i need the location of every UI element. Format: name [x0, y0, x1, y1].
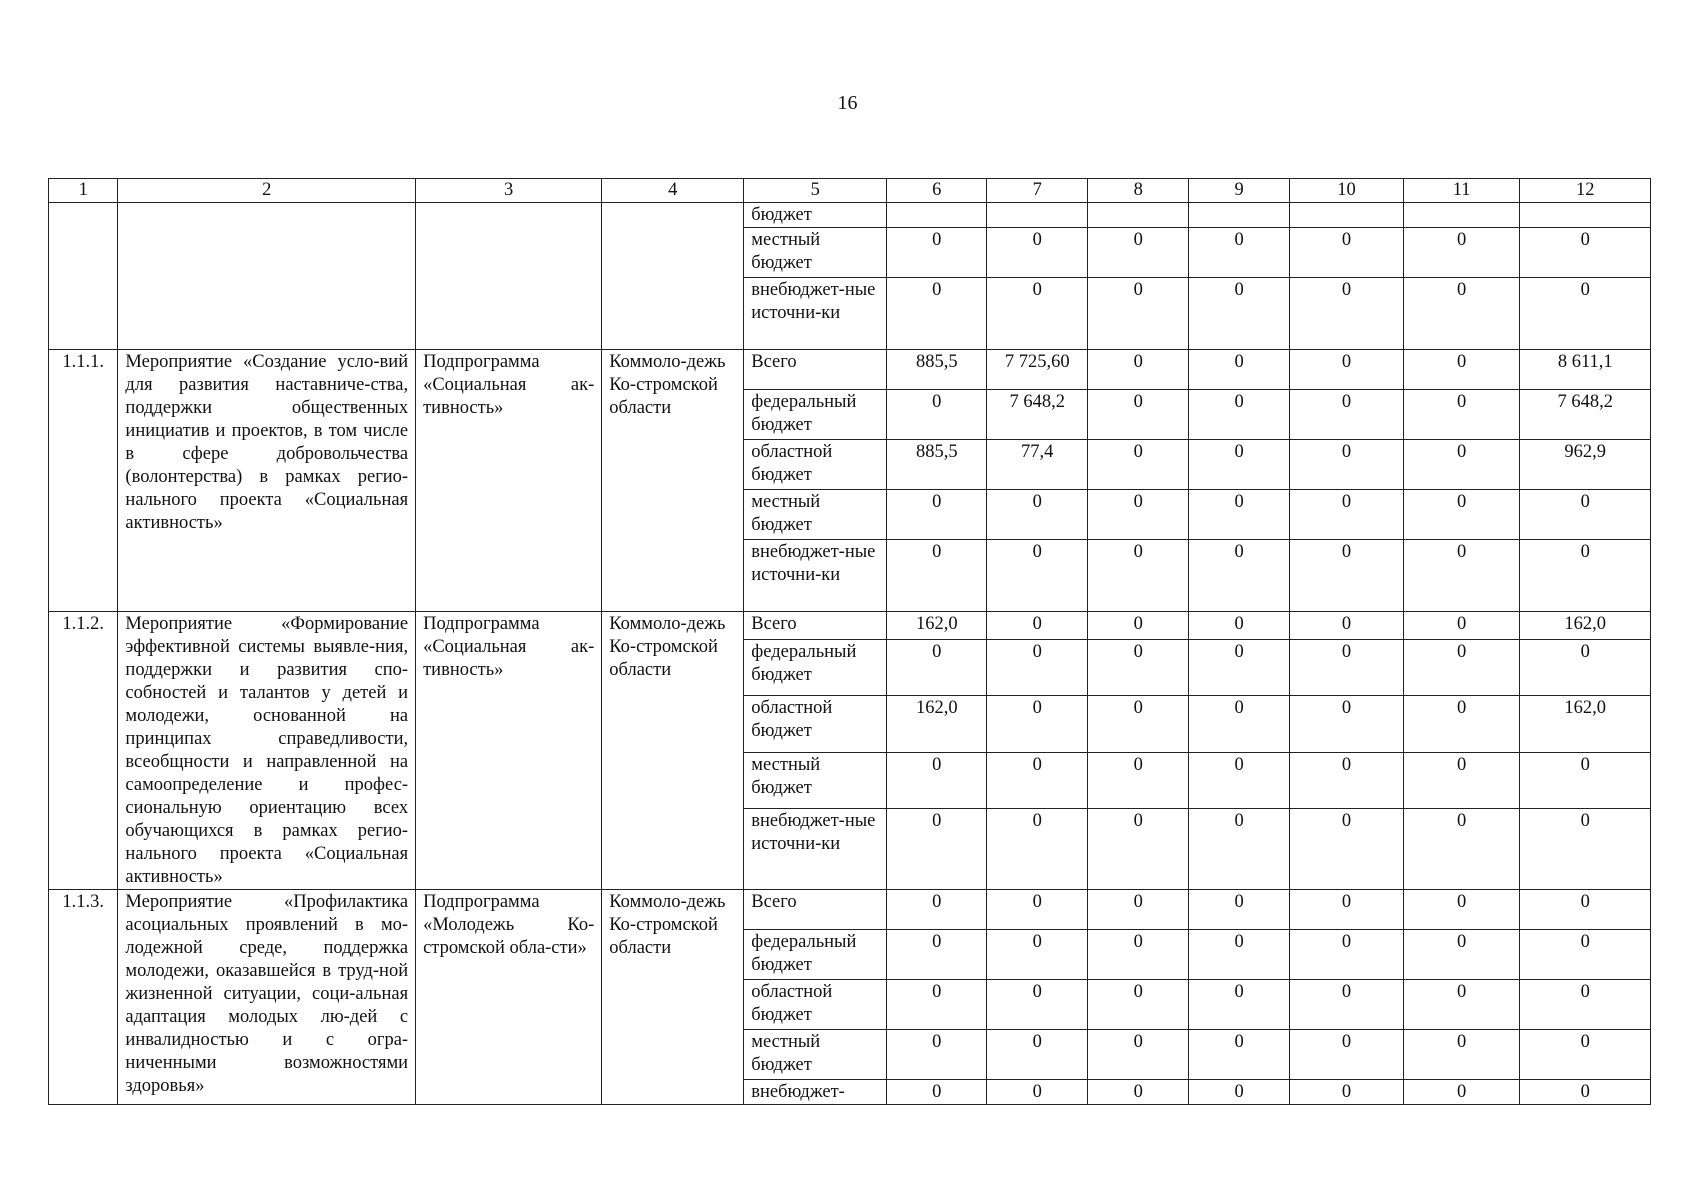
value-cell: 0	[987, 752, 1088, 808]
value-cell: 0	[1290, 440, 1404, 490]
value-cell: 0	[987, 1080, 1088, 1105]
value-cell: 0	[1088, 752, 1189, 808]
funding-table	[48, 178, 1651, 1105]
column-number: 12	[1520, 179, 1651, 203]
value-cell: 0	[1520, 980, 1651, 1030]
activity-executor: Коммоло-дежь Ко-стромской области	[602, 350, 744, 612]
value-cell: 0	[1189, 1080, 1290, 1105]
value-cell: 0	[987, 808, 1088, 889]
value-cell: 0	[1189, 696, 1290, 752]
value-cell: 0	[1290, 752, 1404, 808]
value-cell: 0	[1088, 540, 1189, 612]
value-cell: 0	[1403, 440, 1520, 490]
source-cell: внебюджет-	[744, 1080, 887, 1105]
table-row	[49, 350, 1651, 390]
value-cell: 0	[1290, 890, 1404, 930]
value-cell: 7 725,60	[987, 350, 1088, 390]
value-cell: 0	[1290, 980, 1404, 1030]
column-number: 6	[887, 179, 987, 203]
value-cell: 0	[887, 640, 987, 696]
source-cell: федеральный бюджет	[744, 390, 887, 440]
value-cell: 0	[1189, 390, 1290, 440]
program-cell	[416, 203, 602, 350]
value-cell: 77,4	[987, 440, 1088, 490]
value-cell	[1520, 203, 1651, 228]
source-cell: областной бюджет	[744, 696, 887, 752]
value-cell: 0	[887, 390, 987, 440]
value-cell: 0	[1088, 278, 1189, 350]
column-number: 1	[49, 179, 118, 203]
value-cell: 0	[1403, 640, 1520, 696]
value-cell	[1088, 203, 1189, 228]
column-number: 11	[1403, 179, 1520, 203]
column-number: 9	[1189, 179, 1290, 203]
value-cell: 0	[987, 612, 1088, 640]
value-cell: 0	[1403, 228, 1520, 278]
value-cell: 0	[1189, 980, 1290, 1030]
value-cell	[1189, 203, 1290, 228]
value-cell: 0	[887, 752, 987, 808]
value-cell: 0	[1189, 278, 1290, 350]
activity-executor: Коммоло-дежь Ко-стромской области	[602, 890, 744, 1105]
value-cell: 0	[1088, 612, 1189, 640]
value-cell: 0	[1290, 930, 1404, 980]
value-cell: 0	[1290, 696, 1404, 752]
value-cell: 0	[1520, 278, 1651, 350]
activity-program: Подпрограмма «Молодежь Ко-стромской обла-сти»	[416, 890, 602, 1105]
value-cell: 0	[1520, 490, 1651, 540]
value-cell: 0	[887, 278, 987, 350]
value-cell: 0	[1290, 390, 1404, 440]
activity-code: 1.1.3.	[49, 890, 118, 1105]
value-cell: 0	[1189, 540, 1290, 612]
value-cell: 0	[1290, 278, 1404, 350]
value-cell: 0	[1403, 1080, 1520, 1105]
activity-program: Подпрограмма «Социальная ак-тивность»	[416, 612, 602, 890]
value-cell: 0	[1403, 1030, 1520, 1080]
value-cell	[1403, 203, 1520, 228]
value-cell: 0	[887, 1030, 987, 1080]
value-cell: 0	[1189, 752, 1290, 808]
value-cell: 0	[1290, 640, 1404, 696]
value-cell: 0	[1520, 228, 1651, 278]
value-cell: 0	[987, 696, 1088, 752]
value-cell: 0	[1520, 1030, 1651, 1080]
value-cell: 0	[1189, 890, 1290, 930]
value-cell: 0	[887, 808, 987, 889]
value-cell: 0	[1290, 1030, 1404, 1080]
value-cell: 0	[1290, 1080, 1404, 1105]
activity-program: Подпрограмма «Социальная ак-тивность»	[416, 350, 602, 612]
source-cell: областной бюджет	[744, 440, 887, 490]
source-cell: внебюджет-ные источни-ки	[744, 278, 887, 350]
column-number: 4	[602, 179, 744, 203]
value-cell: 0	[1403, 930, 1520, 980]
value-cell: 0	[1189, 612, 1290, 640]
source-cell: внебюджет-ные источни-ки	[744, 808, 887, 889]
value-cell: 0	[1088, 440, 1189, 490]
source-cell: Всего	[744, 612, 887, 640]
value-cell: 0	[1403, 808, 1520, 889]
value-cell: 0	[1088, 696, 1189, 752]
value-cell: 0	[987, 1030, 1088, 1080]
value-cell: 0	[1520, 752, 1651, 808]
value-cell: 0	[1189, 1030, 1290, 1080]
table-row	[49, 612, 1651, 640]
value-cell: 0	[1520, 808, 1651, 889]
executor-cell	[602, 203, 744, 350]
value-cell	[1290, 203, 1404, 228]
name-cell	[118, 203, 416, 350]
value-cell: 162,0	[1520, 696, 1651, 752]
value-cell: 0	[887, 890, 987, 930]
value-cell: 0	[1403, 350, 1520, 390]
column-number: 10	[1290, 179, 1404, 203]
value-cell: 0	[1290, 350, 1404, 390]
activity-code: 1.1.1.	[49, 350, 118, 612]
value-cell: 7 648,2	[987, 390, 1088, 440]
value-cell: 0	[987, 890, 1088, 930]
source-cell: бюджет	[744, 203, 887, 228]
value-cell: 0	[1189, 640, 1290, 696]
page-number: 16	[837, 92, 858, 114]
source-cell: федеральный бюджет	[744, 640, 887, 696]
value-cell: 0	[1403, 752, 1520, 808]
value-cell: 0	[1290, 490, 1404, 540]
value-cell: 0	[1088, 228, 1189, 278]
value-cell: 0	[987, 278, 1088, 350]
value-cell: 0	[1520, 640, 1651, 696]
value-cell: 0	[1088, 1080, 1189, 1105]
source-cell: Всего	[744, 350, 887, 390]
value-cell: 962,9	[1520, 440, 1651, 490]
source-cell: местный бюджет	[744, 752, 887, 808]
value-cell: 0	[1520, 930, 1651, 980]
activity-name: Мероприятие «Профилактика асоциальных проявлений в мо-лодежной среде, поддержка молодежи, оказавшейся в труд-ной жизненной ситуации, соци-альная адаптация молодых лю-дей с инвалидностью и с огра-ниченными возможностями здоровья»	[118, 890, 416, 1105]
column-number: 3	[416, 179, 602, 203]
value-cell: 885,5	[887, 350, 987, 390]
value-cell: 0	[1088, 1030, 1189, 1080]
table-row	[49, 890, 1651, 930]
value-cell: 0	[1290, 612, 1404, 640]
value-cell: 0	[1520, 1080, 1651, 1105]
value-cell: 0	[1088, 930, 1189, 980]
value-cell: 0	[887, 540, 987, 612]
value-cell: 0	[1403, 278, 1520, 350]
table-row	[49, 203, 1651, 228]
value-cell: 162,0	[887, 696, 987, 752]
value-cell: 0	[987, 930, 1088, 980]
value-cell: 0	[1403, 696, 1520, 752]
value-cell: 0	[1189, 440, 1290, 490]
value-cell: 0	[987, 540, 1088, 612]
value-cell: 0	[1088, 808, 1189, 889]
value-cell: 0	[1290, 228, 1404, 278]
activity-name: Мероприятие «Создание усло-вий для развития наставниче-ства, поддержки общественных инициатив и проектов, в том числе в сфере добровольчества (волонтерства) в рамках регио-нального проекта «Социальная активность»	[118, 350, 416, 612]
value-cell: 0	[1189, 490, 1290, 540]
column-number: 8	[1088, 179, 1189, 203]
value-cell: 0	[887, 228, 987, 278]
value-cell: 0	[1403, 390, 1520, 440]
value-cell: 0	[1520, 890, 1651, 930]
value-cell: 0	[1088, 350, 1189, 390]
source-cell: Всего	[744, 890, 887, 930]
source-cell: местный бюджет	[744, 228, 887, 278]
value-cell: 0	[1290, 808, 1404, 889]
value-cell: 0	[1189, 808, 1290, 889]
value-cell: 0	[987, 228, 1088, 278]
value-cell: 0	[987, 640, 1088, 696]
value-cell: 0	[1403, 980, 1520, 1030]
value-cell: 0	[1088, 980, 1189, 1030]
value-cell: 0	[987, 980, 1088, 1030]
value-cell: 0	[1403, 540, 1520, 612]
value-cell: 0	[1189, 350, 1290, 390]
value-cell: 0	[1088, 890, 1189, 930]
value-cell	[887, 203, 987, 228]
value-cell: 0	[1290, 540, 1404, 612]
column-number: 5	[744, 179, 887, 203]
activity-name: Мероприятие «Формирование эффективной системы выявле-ния, поддержки и развития спо-собностей и талантов у детей и молодежи, основанной на принципах справедливости, всеобщности и направленной на самоопределение и профес-сиональную ориентацию всех обучающихся в рамках регио-нального проекта «Социальная активность»	[118, 612, 416, 890]
value-cell: 162,0	[887, 612, 987, 640]
code-cell	[49, 203, 118, 350]
source-cell: областной бюджет	[744, 980, 887, 1030]
value-cell: 0	[887, 490, 987, 540]
source-cell: внебюджет-ные источни-ки	[744, 540, 887, 612]
source-cell: федеральный бюджет	[744, 930, 887, 980]
value-cell: 885,5	[887, 440, 987, 490]
value-cell: 0	[887, 1080, 987, 1105]
column-number: 7	[987, 179, 1088, 203]
value-cell: 0	[1088, 640, 1189, 696]
value-cell: 7 648,2	[1520, 390, 1651, 440]
value-cell: 0	[987, 490, 1088, 540]
source-cell: местный бюджет	[744, 1030, 887, 1080]
value-cell: 0	[887, 930, 987, 980]
value-cell: 0	[1403, 612, 1520, 640]
value-cell: 0	[887, 980, 987, 1030]
source-cell: местный бюджет	[744, 490, 887, 540]
activity-executor: Коммоло-дежь Ко-стромской области	[602, 612, 744, 890]
value-cell	[987, 203, 1088, 228]
value-cell: 0	[1189, 930, 1290, 980]
value-cell: 0	[1520, 540, 1651, 612]
value-cell: 0	[1403, 890, 1520, 930]
value-cell: 0	[1189, 228, 1290, 278]
value-cell: 162,0	[1520, 612, 1651, 640]
value-cell: 0	[1088, 490, 1189, 540]
activity-code: 1.1.2.	[49, 612, 118, 890]
column-number: 2	[118, 179, 416, 203]
value-cell: 8 611,1	[1520, 350, 1651, 390]
value-cell: 0	[1088, 390, 1189, 440]
value-cell: 0	[1403, 490, 1520, 540]
column-number-row	[49, 179, 1651, 203]
